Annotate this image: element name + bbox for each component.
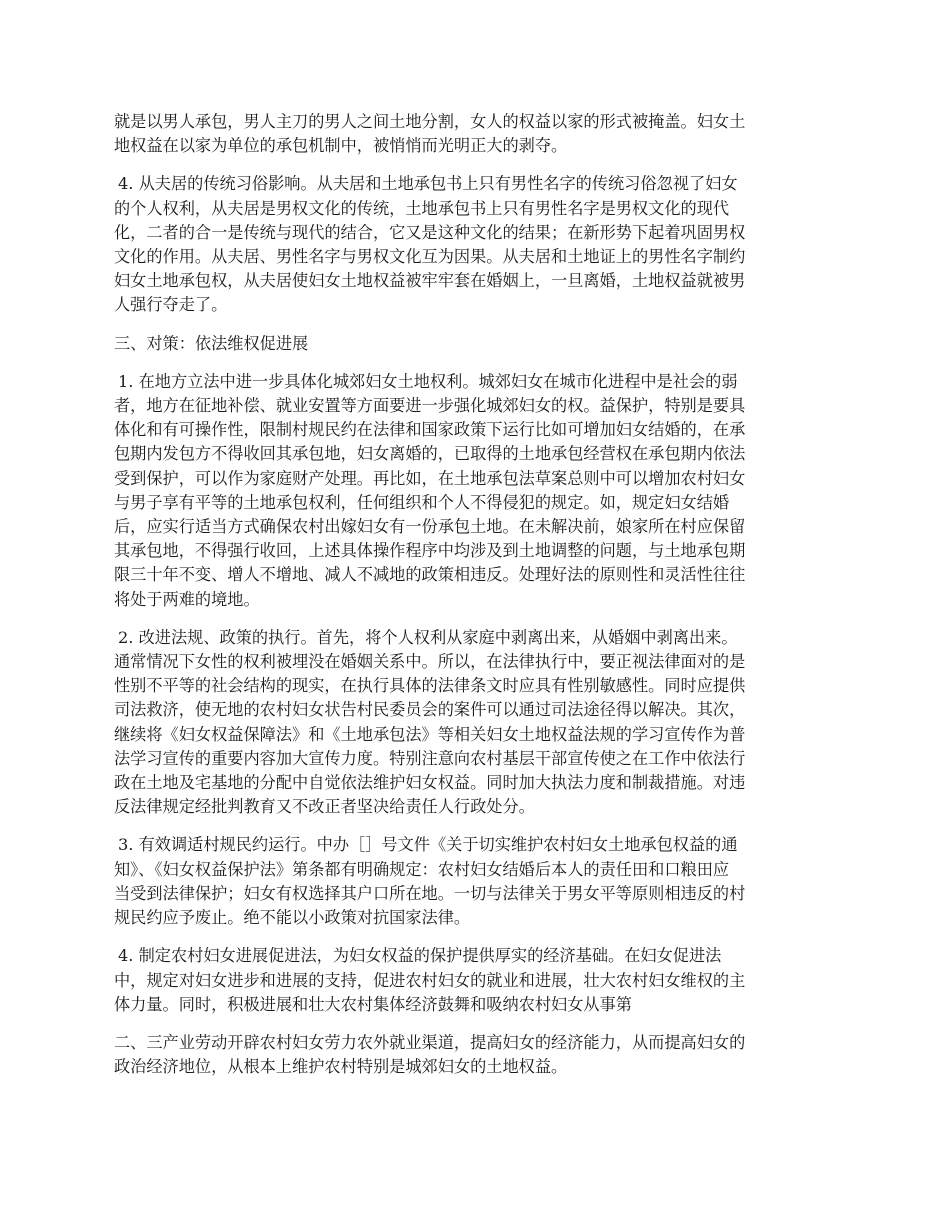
section-heading-countermeasures: 三、对策：依法维权促进展 <box>114 333 309 353</box>
paragraph-item-2-policy-execution: 2. 改进法规、政策的执行。首先，将个人权利从家庭中剥离出来，从婚姻中剥离出来。 通常情况下女性的权利被埋没在婚姻关系中。所以，在法律执行中，要正视法律面对的是 性别不平等的社会结构的现实，在执行具体的法律条文时应具有性别敏感性。同时应提供 司法救济，使无地的农村妇女状告村民委员会的案件可以通过司法途径得以解决。其次， 继续将《妇女权益保障法》和《土地承包法》等相关妇女土地权益法规的学习宣传作为普 法学习宣传的重要内容加大宣传力度。特别注意向农村基层干部宣传使之在工作中依法行 政在土地及宅基地的分配中自觉依法维护妇女权益。同时加大执法力度和制裁措施。对违 反法律规定经批判教育又不改正者坚决给责任人行政处分。 <box>114 627 746 817</box>
paragraph-conclusion: 二、三产业劳动开辟农村妇女劳力农外就业渠道，提高妇女的经济能力，从而提高妇女的 政治经济地位，从根本上维护农村特别是城郊妇女的土地权益。 <box>114 1032 746 1077</box>
paragraph-item-1-local-legislation: 1. 在地方立法中进一步具体化城郊妇女土地权利。城郊妇女在城市化进程中是社会的弱 者，地方在征地补偿、就业安置等方面要进一步强化城郊妇女的权。益保护，特别是要具 体化和有可操作性，限制村规民约在法律和国家政策下运行比如可增加妇女结婚的，在承 包期内发包方不得收回其承包地，妇女离婚的，已取得的土地承包经营权在承包期内依法 受到保护，可以作为家庭财产处理。再比如，在土地承包法草案总则中可以增加农村妇女 与男子享有平等的土地承包权利，任何组织和个人不得侵犯的规定。如，规定妇女结婚 后，应实行适当方式确保农村出嫁妇女有一份承包土地。在未解决前，娘家所在村应保留 其承包地，不得强行收回，上述具体操作程序中均涉及到土地调整的问题，与土地承包期 限三十年不变、增人不增地、减人不减地的政策相违反。处理好法的原则性和灵活性往往 将处于两难的境地。 <box>114 371 746 609</box>
paragraph-item-3-village-rules: 3. 有效调适村规民约运行。中办［］号文件《关于切实维护农村妇女土地承包权益的通 知》、《妇女权益保护法》第条都有明确规定：农村妇女结婚后本人的责任田和口粮田应 当受到法律保护；妇女有权选择其户口所在地。一切与法律关于男女平等原则相违反的村 规民约应予废止。绝不能以小政策对抗国家法律。 <box>114 835 746 928</box>
paragraph-item-4-patrilocal-custom: 4. 从夫居的传统习俗影响。从夫居和土地承包书上只有男性名字的传统习俗忽视了妇女 的个人权利，从夫居是男权文化的传统，土地承包书上只有男性名字是男权文化的现代 化，二者的合一是传统与现代的结合，它又是这种文化的结果；在新形势下起着巩固男权 文化的作用。从夫居、男性名字与男权文化互为因果。从夫居和土地证上的男性名字制约 妇女土地承包权，从夫居使妇女土地权益被牢牢套在婚姻上，一旦离婚，土地权益就被男 人强行夺走了。 <box>114 174 746 315</box>
paragraph-item-4-promotion-law: 4. 制定农村妇女进展促进法，为妇女权益的保护提供厚实的经济基础。在妇女促进法 中，规定对妇女进步和进展的支持，促进农村妇女的就业和进展，壮大农村妇女维权的主 体力量。同时，积极进展和壮大农村集体经济鼓舞和吸纳农村妇女从事第 <box>114 946 746 1014</box>
document-page <box>114 110 840 1093</box>
paragraph-continuation: 就是以男人承包，男人主刀的男人之间土地分割，女人的权益以家的形式被掩盖。妇女土 地权益在以家为单位的承包机制中，被悄悄而光明正大的剥夺。 <box>114 112 746 156</box>
